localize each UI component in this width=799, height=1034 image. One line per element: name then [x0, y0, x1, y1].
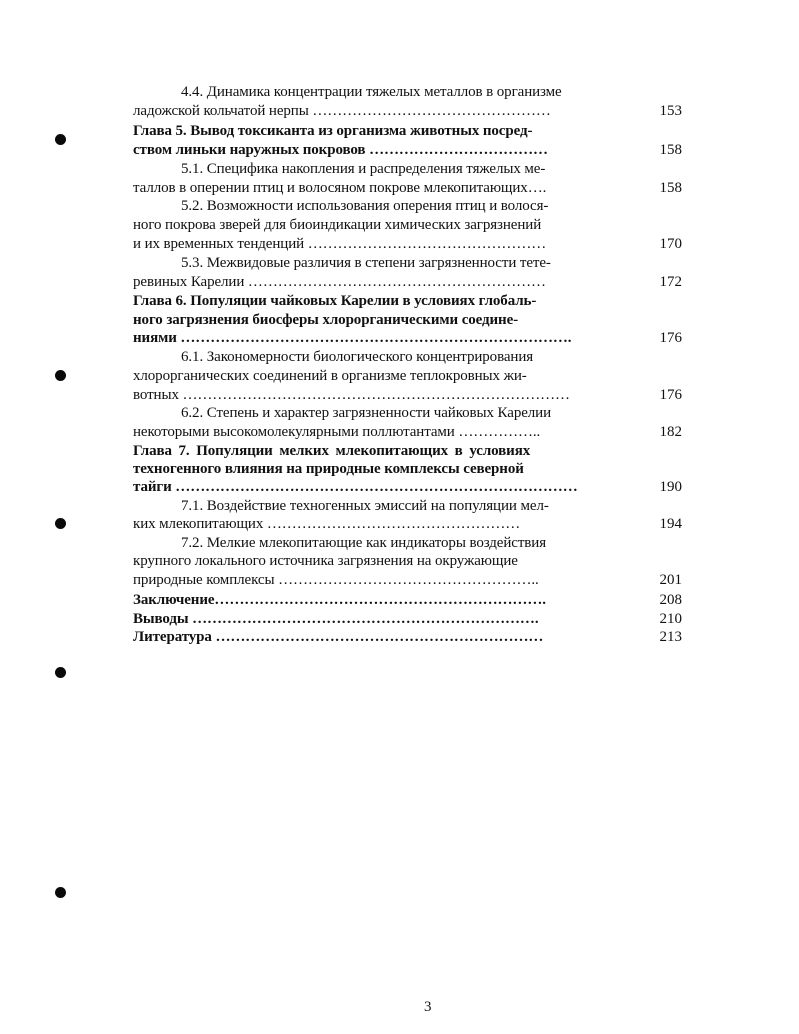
page-number: 3 [424, 999, 432, 1015]
toc-entry-4-4-line-1: 4.4. Динамика концентрации тяжелых металлов в организме [181, 84, 562, 100]
toc-references: Литература ………………………………………………………… [133, 629, 544, 645]
toc-entry-5-2-line-3: и их временных тенденций ………………………………………… [133, 236, 547, 252]
punch-hole-mark [55, 887, 66, 898]
toc-entry-7-2-line-1: 7.2. Мелкие млекопитающие как индикаторы воздействия [181, 535, 547, 551]
toc-chapter-5-line-1: Глава 5. Вывод токсиканта из организма животных посред- [133, 123, 533, 139]
toc-chapter-6-line-1: Глава 6. Популяции чайковых Карелии в условиях глобаль- [133, 293, 537, 309]
toc-entry-4-4-line-2: ладожской кольчатой нерпы ………………………………………… [133, 103, 551, 119]
toc-page-number: 176 [659, 387, 682, 403]
toc-entry-5-3-line-2: ревиных Карелии …………………………………………………… [133, 274, 546, 290]
toc-entry-6-2-line-2: некоторыми высокомолекулярными поллютантами …………….. [133, 424, 541, 440]
toc-chapter-7-line-3: тайги ……………………………………………………………………… [133, 479, 578, 495]
toc-chapter-6-line-2: ного загрязнения биосферы хлорорганическими соедине- [133, 312, 519, 328]
toc-page-number: 158 [659, 142, 682, 158]
toc-page-number: 190 [659, 479, 682, 495]
toc-entry-5-2-line-2: ного покрова зверей для биоиндикации химических загрязнений [133, 217, 542, 233]
toc-page-number: 194 [659, 516, 682, 532]
toc-entry-5-1-line-2: таллов в оперении птиц и волосяном покрове млекопитающих…. [133, 180, 547, 196]
toc-findings: Выводы ……………………………………………………………. [133, 611, 539, 627]
toc-entry-5-1-line-1: 5.1. Специфика накопления и распределения тяжелых ме- [181, 161, 546, 177]
toc-chapter-6-line-3: ниями ……………………………………………………………………. [133, 330, 572, 346]
punch-hole-mark [55, 667, 66, 678]
toc-entry-7-1-line-2: ких млекопитающих …………………………………………… [133, 516, 521, 532]
toc-page-number: 153 [659, 103, 682, 119]
toc-entry-5-3-line-1: 5.3. Межвидовые различия в степени загрязненности тете- [181, 255, 551, 271]
punch-hole-mark [55, 134, 66, 145]
toc-entry-7-2-line-3: природные комплексы …………………………………………….. [133, 572, 539, 588]
toc-page-number: 201 [659, 572, 682, 588]
toc-conclusion: Заключение…………………………………………………………. [133, 592, 546, 608]
punch-hole-mark [55, 518, 66, 529]
toc-page-number: 172 [659, 274, 682, 290]
toc-entry-7-1-line-1: 7.1. Воздействие техногенных эмиссий на популяции мел- [181, 498, 549, 514]
toc-page-number: 208 [659, 592, 682, 608]
toc-entry-6-1-line-1: 6.1. Закономерности биологического концентрирования [181, 349, 534, 365]
toc-chapter-7-line-2: техногенного влияния на природные комплексы северной [133, 461, 524, 477]
toc-page-number: 210 [659, 611, 682, 627]
punch-hole-mark [55, 370, 66, 381]
toc-entry-5-2-line-1: 5.2. Возможности использования оперения птиц и волося- [181, 198, 549, 214]
toc-entry-6-1-line-3: вотных …………………………………………………………………… [133, 387, 570, 403]
toc-page-number: 176 [659, 330, 682, 346]
toc-chapter-5-line-2: ством линьки наружных покровов ……………………………… [133, 142, 548, 158]
toc-page-number: 170 [659, 236, 682, 252]
toc-entry-6-1-line-2: хлорорганических соединений в организме теплокровных жи- [133, 368, 527, 384]
toc-chapter-7-line-1: Глава 7. Популяции мелких млекопитающих в условиях [133, 443, 531, 459]
toc-entry-7-2-line-2: крупного локального источника загрязнения на окружающие [133, 553, 518, 569]
toc-page-number: 182 [659, 424, 682, 440]
toc-entry-6-2-line-1: 6.2. Степень и характер загрязненности чайковых Карелии [181, 405, 552, 421]
toc-page-number: 158 [659, 180, 682, 196]
toc-page-number: 213 [659, 629, 682, 645]
